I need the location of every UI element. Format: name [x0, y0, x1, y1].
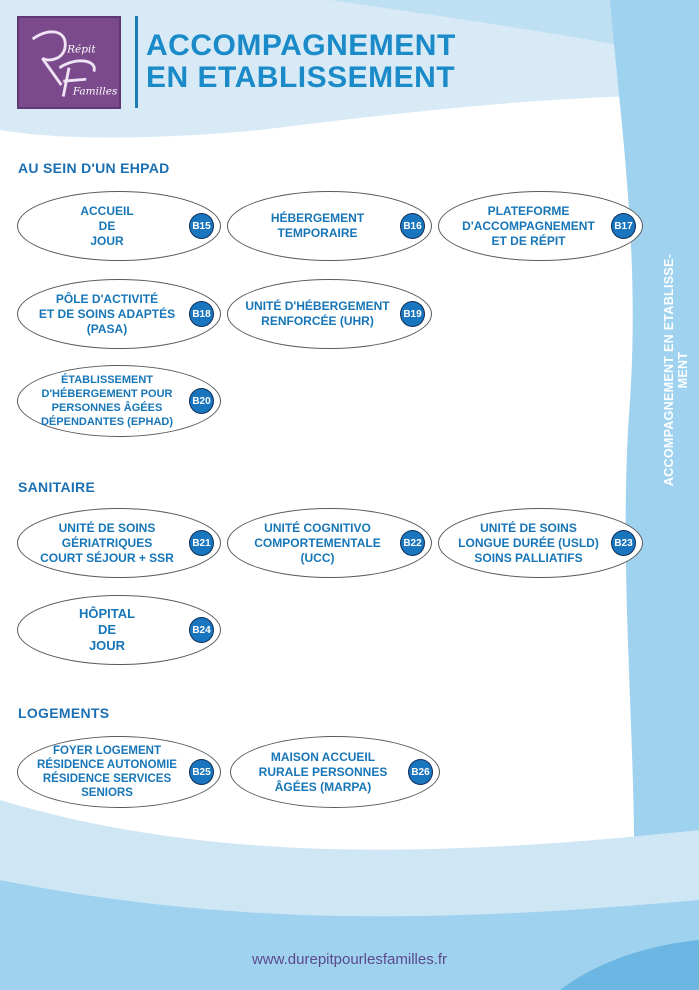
oval-line: GÉRIATRIQUES: [61, 535, 153, 550]
service-oval-text: [242, 192, 393, 260]
service-oval-text: [32, 280, 182, 348]
oval-line: FOYER LOGEMENT: [53, 745, 161, 757]
section-heading-ehpad: AU SEIN D'UN EHPAD: [18, 160, 170, 176]
service-oval-b15[interactable]: [17, 191, 221, 261]
service-oval-text: [245, 737, 401, 807]
oval-line: COMPORTEMENTALE: [254, 535, 381, 550]
reference-badge: B23: [611, 530, 636, 556]
oval-line: ÂGÉES (MARPA): [274, 779, 372, 794]
oval-line: COURT SÉJOUR + SSR: [40, 550, 174, 565]
oval-line: UNITÉ COGNITIVO: [264, 520, 371, 535]
oval-line: SOINS PALLIATIFS: [474, 550, 583, 565]
service-oval-text: [32, 737, 182, 807]
service-oval-text: [242, 280, 393, 348]
oval-line: DÉPENDANTES (EPHAD): [40, 416, 173, 428]
side-tab-label-line-1: ACCOMPAGNEMENT EN ETABLISSE-: [662, 253, 676, 487]
reference-badge: B22: [400, 530, 425, 556]
oval-line: PÔLE D'ACTIVITÉ: [55, 291, 159, 306]
svg-text:Familles: Familles: [72, 85, 118, 98]
reference-badge: B15: [189, 213, 214, 239]
reference-badge: B16: [400, 213, 425, 239]
oval-line: (UCC): [300, 550, 335, 565]
page-title-line-2: EN ETABLISSEMENT: [146, 61, 456, 94]
service-oval-b24[interactable]: [17, 595, 221, 665]
service-oval-b20[interactable]: [17, 365, 221, 437]
service-oval-text: [32, 596, 182, 664]
oval-line: RÉSIDENCE AUTONOMIE: [37, 759, 177, 771]
section-heading-sanitaire: SANITAIRE: [18, 479, 96, 495]
oval-line: DE: [98, 218, 116, 233]
side-tab-label: [662, 250, 690, 490]
oval-line: UNITÉ D'HÉBERGEMENT: [245, 299, 390, 313]
service-oval-text: [32, 366, 182, 436]
reference-badge: B20: [189, 388, 214, 414]
service-oval-text: [242, 509, 393, 577]
title-divider: [135, 16, 138, 108]
oval-line: HÉBERGEMENT: [270, 211, 365, 225]
oval-line: JOUR: [88, 638, 126, 653]
svg-text:Répit: Répit: [67, 43, 96, 56]
reference-badge: B17: [611, 213, 636, 239]
oval-line: LONGUE DURÉE (USLD): [458, 535, 599, 550]
oval-line: RENFORCÉE (UHR): [261, 314, 374, 328]
oval-line: TEMPORAIRE: [277, 226, 358, 240]
service-oval-b18[interactable]: [17, 279, 221, 349]
footer-website-link[interactable]: www.durepitpourlesfamilles.fr: [251, 951, 448, 968]
oval-line: UNITÉ DE SOINS: [480, 520, 577, 535]
side-tab-label-line-2: MENT: [676, 351, 690, 389]
service-oval-b23[interactable]: [438, 508, 643, 578]
oval-line: D'HÉBERGEMENT POUR: [41, 388, 173, 400]
service-oval-b19[interactable]: [227, 279, 432, 349]
oval-line: PLATEFORME: [487, 203, 570, 218]
oval-line: PERSONNES ÂGÉES: [51, 402, 163, 414]
oval-line: HÔPITAL: [78, 606, 136, 621]
oval-line: ET DE RÉPIT: [491, 233, 566, 248]
page-title-line-1: ACCOMPAGNEMENT: [146, 29, 456, 62]
service-oval-b25[interactable]: [17, 736, 221, 808]
reference-badge: B19: [400, 301, 425, 327]
service-oval-b26[interactable]: [230, 736, 440, 808]
service-oval-b21[interactable]: [17, 508, 221, 578]
service-oval-text: [453, 192, 604, 260]
reference-badge: B18: [189, 301, 214, 327]
oval-line: ET DE SOINS ADAPTÉS: [38, 306, 176, 321]
oval-line: JOUR: [90, 233, 124, 248]
service-oval-text: [32, 192, 182, 260]
oval-line: SENIORS: [81, 787, 133, 799]
oval-line: ACCUEIL: [80, 203, 134, 218]
service-oval-text: [453, 509, 604, 577]
reference-badge: B25: [189, 759, 214, 785]
oval-line: MAISON ACCUEIL: [270, 749, 376, 764]
repit-familles-logo: [17, 16, 121, 109]
oval-line: DE: [97, 622, 117, 637]
reference-badge: B21: [189, 530, 214, 556]
oval-line: (PASA): [86, 321, 128, 336]
reference-badge: B26: [408, 759, 433, 785]
oval-line: ÉTABLISSEMENT: [60, 374, 154, 386]
page-title: [146, 30, 456, 94]
service-oval-b17[interactable]: [438, 191, 643, 261]
service-oval-b16[interactable]: [227, 191, 432, 261]
section-heading-logements: LOGEMENTS: [18, 705, 110, 721]
oval-line: UNITÉ DE SOINS: [58, 520, 156, 535]
service-oval-text: [32, 509, 182, 577]
reference-badge: B24: [189, 617, 214, 643]
service-oval-b22[interactable]: [227, 508, 432, 578]
oval-line: RURALE PERSONNES: [258, 764, 388, 779]
oval-line: RÉSIDENCE SERVICES: [42, 773, 172, 785]
oval-line: D'ACCOMPAGNEMENT: [462, 218, 595, 233]
